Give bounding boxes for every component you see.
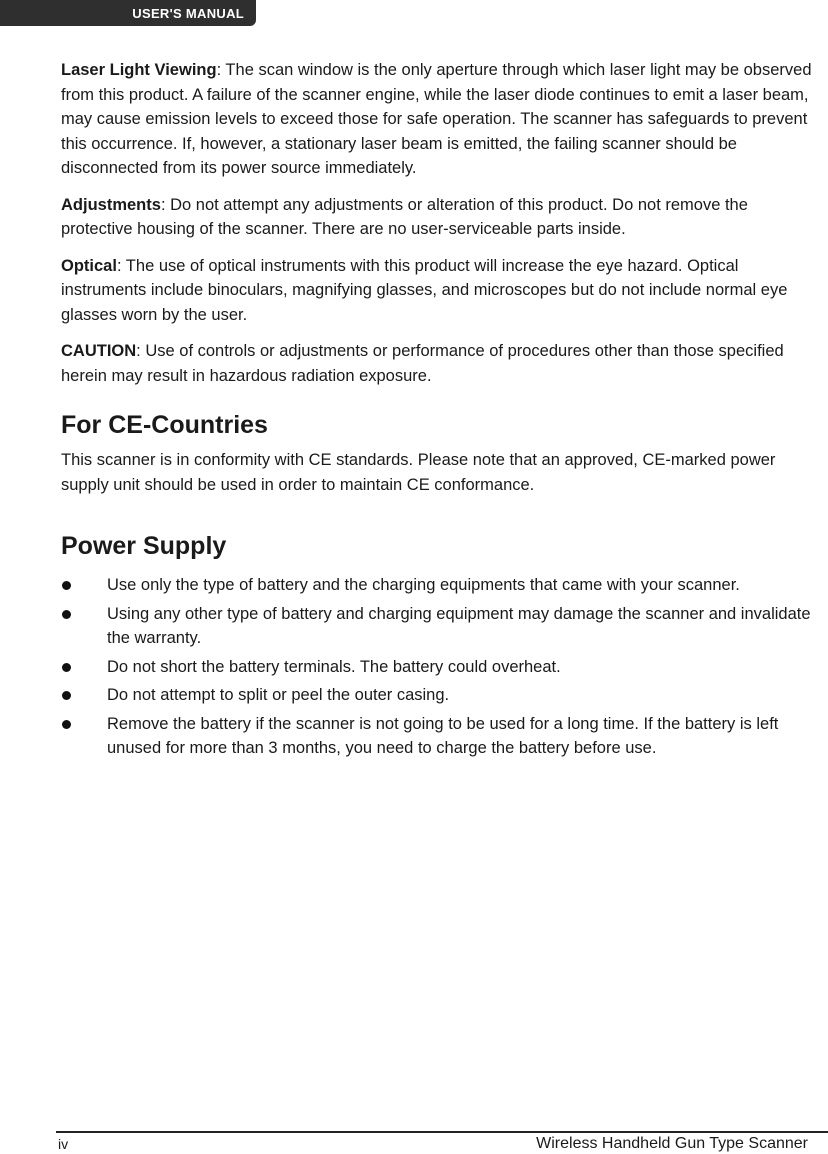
caution-paragraph bbox=[61, 339, 817, 388]
list-item: Do not attempt to split or peel the outer casing. bbox=[61, 683, 817, 708]
page-number: iv bbox=[58, 1136, 69, 1152]
bullet-dot-icon bbox=[62, 691, 71, 700]
ce-heading: For CE-Countries bbox=[61, 411, 268, 439]
adjustments-text: : Do not attempt any adjustments or alteration of this product. Do not remove the protective housing of the scanner. There are no user-serviceable parts inside. bbox=[61, 195, 748, 238]
header-tab-label: USER'S MANUAL bbox=[132, 5, 244, 21]
list-item: Use only the type of battery and the charging equipments that came with your scanner. bbox=[61, 573, 817, 598]
bullet-dot-icon bbox=[62, 610, 71, 619]
footer-divider bbox=[56, 1131, 828, 1133]
adjustments-paragraph bbox=[61, 193, 817, 242]
list-item: Remove the battery if the scanner is not going to be used for a long time. If the battery is left unused for more than 3 months, you need to charge the battery before use. bbox=[61, 712, 817, 761]
caution-label: CAUTION bbox=[61, 342, 137, 360]
power-supply-heading: Power Supply bbox=[61, 532, 227, 560]
laser-light-text: : The scan window is the only aperture through which laser light may be observed from this product. A failure of the scanner engine, while the laser diode continues to emit a laser beam, may cause emission levels to exceed those for safe operation. The scanner has safeguards to prevent this occurrence. If, however, a stationary laser beam is emitted, the failing scanner should be disconnected from its power source immediately. bbox=[61, 61, 812, 177]
optical-paragraph bbox=[61, 254, 817, 328]
bullet-dot-icon bbox=[62, 663, 71, 672]
header-tab bbox=[0, 0, 256, 26]
bullet-dot-icon bbox=[62, 720, 71, 729]
page-content bbox=[61, 58, 817, 765]
optical-text: : The use of optical instruments with this product will increase the eye hazard. Optical instruments include binoculars, magnifying glasses, and microscopes but do not include normal eye glasses worn by the user. bbox=[61, 256, 788, 324]
laser-light-paragraph bbox=[61, 58, 817, 181]
caution-text: : Use of controls or adjustments or performance of procedures other than those specified herein may result in hazardous radiation exposure. bbox=[61, 342, 784, 385]
adjustments-label: Adjustments bbox=[61, 195, 161, 214]
bullet-dot-icon bbox=[62, 581, 71, 590]
optical-label: Optical bbox=[61, 256, 117, 275]
footer-title: Wireless Handheld Gun Type Scanner bbox=[536, 1135, 808, 1152]
power-supply-list bbox=[61, 573, 817, 761]
list-item: Do not short the battery terminals. The battery could overheat. bbox=[61, 655, 817, 680]
ce-paragraph: This scanner is in conformity with CE standards. Please note that an approved, CE-marked power supply unit should be used in order to maintain CE conformance. bbox=[61, 451, 776, 494]
laser-light-label: Laser Light Viewing bbox=[61, 61, 217, 79]
list-item: Using any other type of battery and charging equipment may damage the scanner and invalidate the warranty. bbox=[61, 602, 817, 651]
